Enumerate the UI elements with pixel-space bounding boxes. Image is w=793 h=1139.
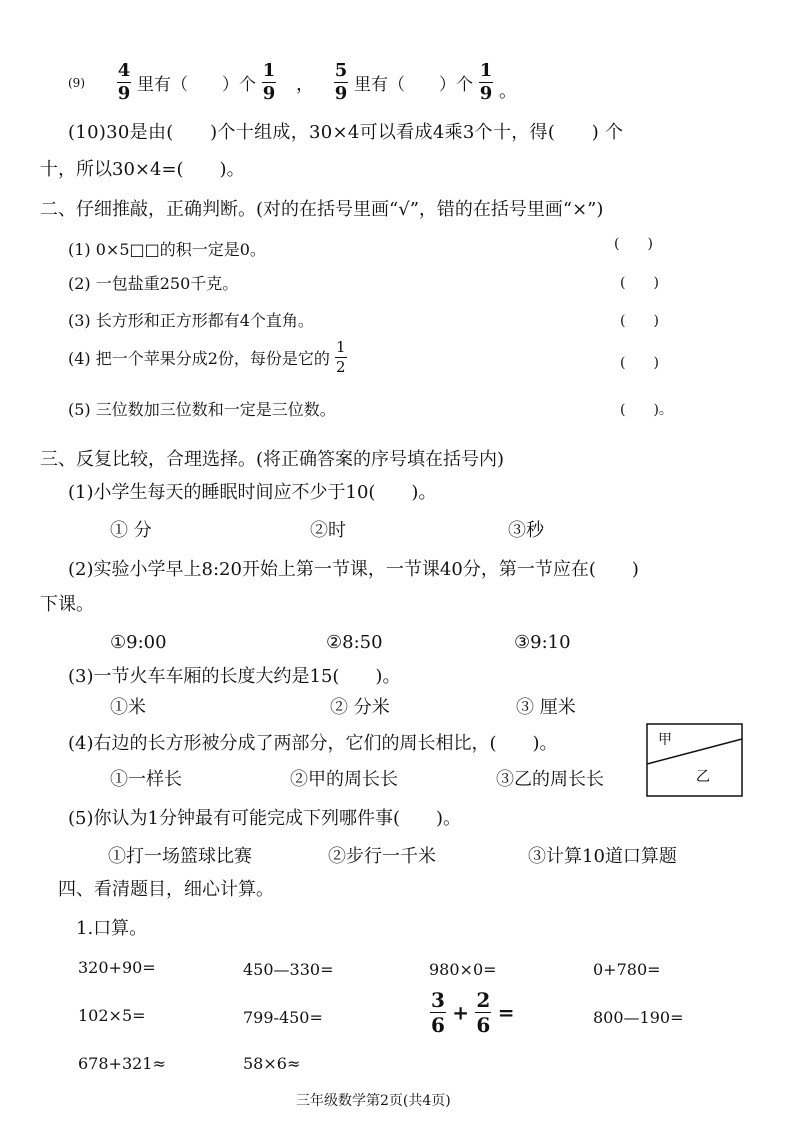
judge-item-1: (1) 0×5□□的积一定是0。: [68, 240, 266, 259]
sub-heading: 1.口算。: [76, 918, 148, 939]
calc-item: 320+90=: [78, 958, 156, 977]
page-footer: 三年级数学第2页(共4页): [296, 1093, 451, 1109]
calc-item: 980×0=: [429, 960, 497, 979]
section-4-heading: 四、看清题目，细心计算。: [58, 879, 274, 900]
label-yi: 乙: [696, 769, 710, 785]
option: ②步行一千米: [328, 846, 436, 867]
section-2-heading: 二、仔细推敲，正确判断。(对的在括号里画“√”，错的在括号里画“×”): [40, 199, 604, 220]
answer-paren: ( )。: [620, 402, 673, 418]
judge-item-3: (3) 长方形和正方形都有4个直角。: [68, 311, 314, 330]
option: ②时: [310, 520, 346, 541]
option: ③计算10道口算题: [528, 846, 677, 867]
fraction: $\frac{1}{2}$: [336, 338, 346, 376]
choice-question-4: (4)右边的长方形被分成了两部分，它们的周长相比，( )。: [68, 733, 558, 754]
fraction: $\frac{2}{6}$: [476, 988, 491, 1037]
section-3-heading: 三、反复比较，合理选择。(将正确答案的序号填在括号内): [40, 449, 505, 470]
fraction: $\frac{3}{6}$: [431, 988, 445, 1037]
calc-item: 0+780=: [593, 960, 661, 979]
option: ①米: [110, 697, 146, 718]
choice-question-3: (3)一节火车车厢的长度大约是15( )。: [68, 666, 401, 687]
fraction: $\frac{4}{9}$: [117, 60, 131, 104]
calc-item: 800—190=: [593, 1008, 684, 1027]
choice-question-1: (1)小学生每天的睡眠时间应不少于10( )。: [68, 482, 437, 503]
option: ①一样长: [110, 769, 182, 790]
label-jia: 甲: [658, 732, 672, 748]
option: ③9:10: [514, 632, 571, 653]
option: ①打一场篮球比赛: [108, 846, 252, 867]
option: ② 分米: [330, 697, 390, 718]
judge-item-2: (2) 一包盐重250千克。: [68, 274, 239, 293]
question-9: (9) $\frac{4}{9}$ 里有（ ）个 $\frac{1}{9}$ ， $\frac{5}{9}$ 里有（ ）个 $\frac{1}{9}$ 。: [68, 60, 517, 104]
option: ① 分: [110, 520, 152, 541]
answer-paren: ( ): [620, 275, 659, 291]
option: ③ 厘米: [516, 697, 576, 718]
question-10-line2: 十，所以30×4=( )。: [40, 159, 245, 180]
calc-item: 799-450=: [243, 1008, 323, 1027]
choice-question-2-cont: 下课。: [40, 594, 94, 615]
answer-paren: ( ): [620, 313, 659, 329]
calc-item: 102×5=: [78, 1006, 146, 1025]
fraction: $\frac{1}{9}$: [479, 60, 493, 104]
calc-item: 450—330=: [243, 960, 334, 979]
fraction: $\frac{5}{9}$: [334, 60, 348, 104]
answer-paren: ( ): [614, 236, 653, 252]
choice-question-2: (2)实验小学早上8:20开始上第一节课，一节课40分，第一节应在( ): [68, 559, 639, 580]
rectangle-figure: [646, 723, 744, 798]
question-number: (9): [68, 75, 85, 90]
judge-item-4: (4) 把一个苹果分成2份，每份是它的 $\frac{1}{2}$: [68, 338, 346, 376]
choice-question-5: (5)你认为1分钟最有可能完成下列哪件事( )。: [68, 808, 461, 829]
option: ②8:50: [326, 632, 383, 653]
question-10-line1: (10)30是由( )个十组成，30×4可以看成4乘3个十，得( ) 个: [68, 122, 624, 143]
calc-item: 58×6≈: [243, 1054, 301, 1073]
option: ③秒: [508, 520, 544, 541]
fraction-expression: $\frac{3}{6}$ + $\frac{2}{6}$ =: [431, 988, 515, 1037]
judge-item-5: (5) 三位数加三位数和一定是三位数。: [68, 400, 336, 419]
option: ②甲的周长长: [290, 769, 398, 790]
option: ①9:00: [110, 632, 167, 653]
answer-paren: ( ): [620, 355, 659, 371]
calc-item: 678+321≈: [78, 1054, 166, 1073]
fraction: $\frac{1}{9}$: [262, 60, 276, 104]
option: ③乙的周长长: [496, 769, 604, 790]
